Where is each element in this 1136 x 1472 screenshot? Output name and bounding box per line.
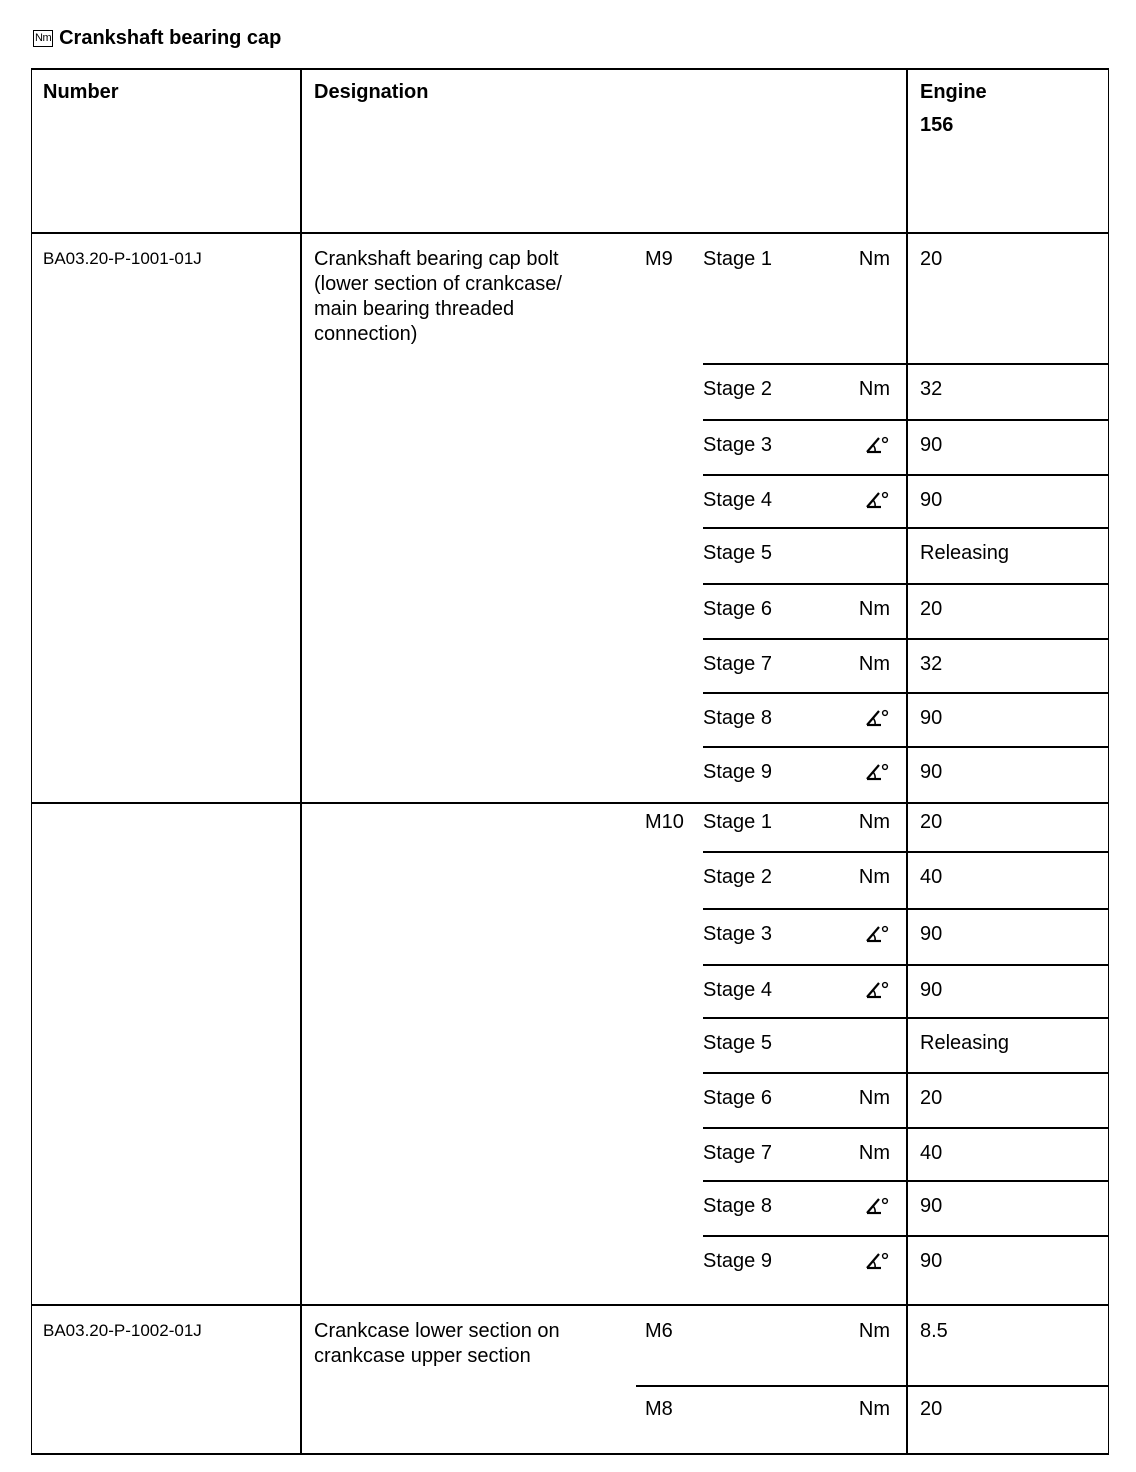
group3-number: BA03.20-P-1002-01J [43, 1321, 202, 1340]
group2-unit-nm: Nm [858, 866, 890, 888]
group1-row-divider [703, 527, 1109, 529]
group2-value: 20 [920, 1087, 943, 1109]
group1-stage-label: Stage 8 [703, 707, 772, 729]
group2-unit-nm: Nm [858, 811, 890, 833]
group3-size: M8 [645, 1398, 673, 1420]
group2-end-divider [31, 1304, 1109, 1306]
group3-designation-line: Crankcase lower section on [314, 1320, 560, 1342]
group1-unit-nm: Nm [858, 653, 890, 675]
group3-unit-nm: Nm [858, 1398, 890, 1420]
group1-designation-line: main bearing threaded [314, 298, 515, 320]
group1-stage-label: Stage 1 [703, 248, 772, 270]
col-divider-number [300, 68, 302, 1455]
group3-unit-nm: Nm [858, 1320, 890, 1342]
title-text: Crankshaft bearing cap [59, 26, 282, 49]
group1-designation-line: (lower section of crankcase/ [314, 273, 562, 295]
group1-stage-label: Stage 5 [703, 542, 772, 564]
group2-row-divider [703, 908, 1109, 910]
group2-value: 90 [920, 979, 943, 1001]
group2-stage-label: Stage 3 [703, 923, 772, 945]
group1-designation-line: connection) [314, 323, 418, 345]
group2-value: 90 [920, 923, 943, 945]
rotation-angle-icon [864, 980, 890, 1002]
group2-value: 20 [920, 811, 943, 833]
group1-stage-label: Stage 6 [703, 598, 772, 620]
group2-size: M10 [645, 811, 684, 833]
group2-value: 90 [920, 1195, 943, 1217]
rotation-angle-icon [864, 435, 890, 457]
rotation-angle-icon [864, 762, 890, 784]
group2-stage-label: Stage 7 [703, 1142, 772, 1164]
group1-stage-label: Stage 3 [703, 434, 772, 456]
header-engine-number: 156 [920, 114, 954, 136]
group1-row-divider [703, 363, 1109, 365]
rotation-angle-icon [864, 490, 890, 512]
group2-stage-label: Stage 1 [703, 811, 772, 833]
group1-unit-nm: Nm [858, 248, 890, 270]
group3-size: M6 [645, 1320, 673, 1342]
group2-row-divider [703, 964, 1109, 966]
col-divider-engine [906, 68, 908, 1455]
group1-size: M9 [645, 248, 673, 270]
group1-stage-label: Stage 9 [703, 761, 772, 783]
group1-value: Releasing [920, 542, 1009, 564]
rotation-angle-icon [864, 924, 890, 946]
group2-unit-nm: Nm [858, 1087, 890, 1109]
group1-row-divider [703, 692, 1109, 694]
group1-stage-label: Stage 7 [703, 653, 772, 675]
group1-end-divider [31, 802, 1109, 804]
group1-row-divider [703, 638, 1109, 640]
group2-value: 90 [920, 1250, 943, 1272]
group1-row-divider [703, 583, 1109, 585]
group2-value: 40 [920, 1142, 943, 1164]
group2-stage-label: Stage 9 [703, 1250, 772, 1272]
group2-stage-label: Stage 6 [703, 1087, 772, 1109]
rotation-angle-icon [864, 1251, 890, 1273]
group2-row-divider [703, 1235, 1109, 1237]
group2-row-divider [703, 1017, 1109, 1019]
group1-unit-nm: Nm [858, 378, 890, 400]
torque-table [31, 68, 1109, 1455]
header-engine: Engine [920, 81, 987, 103]
group1-stage-label: Stage 4 [703, 489, 772, 511]
group2-stage-label: Stage 5 [703, 1032, 772, 1054]
group2-unit-nm: Nm [858, 1142, 890, 1164]
group1-value: 90 [920, 434, 943, 456]
group2-row-divider [703, 1127, 1109, 1129]
group2-row-divider [703, 851, 1109, 853]
group1-row-divider [703, 474, 1109, 476]
group1-number: BA03.20-P-1001-01J [43, 249, 202, 268]
group3-designation-line: crankcase upper section [314, 1345, 531, 1367]
group1-value: 32 [920, 653, 943, 675]
group3-value: 8.5 [920, 1320, 948, 1342]
group1-row-divider [703, 419, 1109, 421]
group1-value: 90 [920, 761, 943, 783]
group2-stage-label: Stage 2 [703, 866, 772, 888]
group2-stage-label: Stage 8 [703, 1195, 772, 1217]
group3-value: 20 [920, 1398, 943, 1420]
rotation-angle-icon [864, 1196, 890, 1218]
group2-stage-label: Stage 4 [703, 979, 772, 1001]
group1-value: 90 [920, 707, 943, 729]
group3-row-divider [636, 1385, 1109, 1387]
group2-row-divider [703, 1072, 1109, 1074]
group1-value: 20 [920, 598, 943, 620]
group1-value: 32 [920, 378, 943, 400]
group1-value: 90 [920, 489, 943, 511]
header-divider [31, 232, 1109, 234]
group2-value: 40 [920, 866, 943, 888]
group1-stage-label: Stage 2 [703, 378, 772, 400]
group2-row-divider [703, 1180, 1109, 1182]
header-number: Number [43, 81, 119, 103]
group1-row-divider [703, 746, 1109, 748]
page-title [33, 24, 281, 52]
group2-value: Releasing [920, 1032, 1009, 1054]
group1-value: 20 [920, 248, 943, 270]
rotation-angle-icon [864, 708, 890, 730]
torque-icon: Nm [33, 30, 53, 47]
group1-designation-line: Crankshaft bearing cap bolt [314, 248, 559, 270]
group1-unit-nm: Nm [858, 598, 890, 620]
header-designation: Designation [314, 81, 429, 103]
